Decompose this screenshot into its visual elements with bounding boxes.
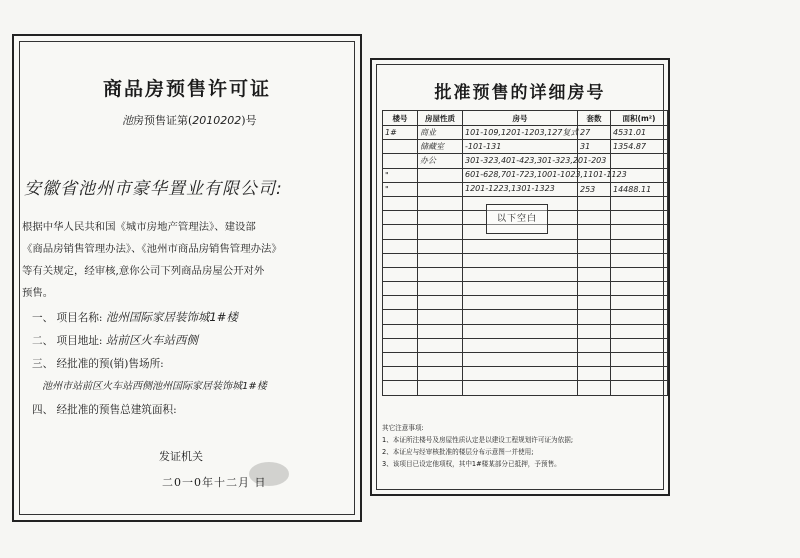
header-property-type: 房屋性质: [418, 111, 463, 126]
note-line: 1、本证所注楼号及房屋性质认定是以建设工程规划许可证为依据;: [382, 436, 574, 444]
room-details-sheet: [370, 58, 670, 496]
cell-rooms: -101-131: [463, 140, 578, 154]
item-label: 三、 经批准的预(销)售场所:: [32, 358, 164, 370]
presale-permit-certificate: [12, 34, 362, 522]
cell-rooms: 301-323,401-423,301-323,201-203: [463, 154, 578, 168]
table-row: [383, 182, 668, 196]
notes-title: 其它注意事项:: [382, 424, 424, 432]
cell-building: ": [383, 168, 418, 182]
header-building: 楼号: [383, 111, 418, 126]
blank-below-stamp: 以下空白: [486, 204, 548, 234]
table-row: [383, 126, 668, 140]
table-row-empty: [383, 282, 668, 296]
table-row-empty: [383, 324, 668, 338]
cell-area: 14488.11: [611, 182, 668, 196]
cell-rooms: 101-109,1201-1203,127复式: [463, 126, 578, 140]
room-table: [382, 110, 668, 396]
cell-rooms: 1201-1223,1301-1323: [463, 182, 578, 196]
cell-building: [383, 140, 418, 154]
cert-middle: 房预售证第(: [133, 114, 193, 127]
header-area: 面积(m²): [611, 111, 668, 126]
header-unit-count: 套数: [578, 111, 611, 126]
issue-date: 二0一0年十二月 日: [162, 476, 267, 489]
item-value: 池州国际家居装饰城1#楼: [105, 310, 238, 324]
cell-building: [383, 154, 418, 168]
table-row-empty: [383, 239, 668, 253]
body-line: 预售。: [22, 287, 54, 299]
cell-count: 27: [578, 126, 611, 140]
certificate-number-line: [122, 112, 257, 128]
sale-place-value-row: [32, 375, 352, 398]
table-row-empty: [383, 367, 668, 381]
item-project-address: [32, 329, 352, 352]
item-value: 站前区火车站西侧: [105, 333, 198, 347]
note-line: 3、该项目已设定他项权，其中1#楼某部分已抵押，予预售。: [382, 460, 561, 468]
project-items: [32, 306, 352, 421]
cell-type: 办公: [418, 154, 463, 168]
issuer-label: 发证机关: [159, 450, 203, 463]
table-header-row: [383, 111, 668, 126]
table-row-empty: [383, 381, 668, 395]
table-row: [383, 168, 668, 182]
header-room-number: 房号: [463, 111, 578, 126]
item-label: 四、 经批准的预售总建筑面积:: [32, 404, 177, 416]
cert-prefix: 池: [122, 114, 133, 127]
cell-type: [418, 182, 463, 196]
table-row-empty: [383, 267, 668, 281]
cell-type: 商业: [418, 126, 463, 140]
table-row: [383, 154, 668, 168]
item-project-name: [32, 306, 352, 329]
item-label: 二、 项目地址:: [32, 335, 103, 347]
cell-type: 储藏室: [418, 140, 463, 154]
table-row: [383, 140, 668, 154]
item-sale-place: [32, 352, 352, 375]
table-row-empty: [383, 253, 668, 267]
cell-rooms: 601-628,701-723,1001-1023,1101-1123: [463, 168, 578, 182]
cell-type: [418, 168, 463, 182]
company-name: 安徽省池州市豪华置业有限公司:: [24, 179, 283, 199]
sheet-title: 批准预售的详细房号: [434, 83, 606, 103]
item-label: 一、 项目名称:: [32, 312, 103, 324]
cell-area: [611, 154, 668, 168]
cell-area: 1354.87: [611, 140, 668, 154]
table-row-empty: [383, 353, 668, 367]
sale-place-value: 池州市站前区火车站西侧池州国际家居装饰城1#楼: [42, 381, 267, 392]
cert-number: 2010202: [192, 114, 242, 127]
body-line: 根据中华人民共和国《城市房地产管理法》、建设部: [22, 221, 256, 233]
table-row-empty: [383, 310, 668, 324]
certificate-title: 商品房预售许可证: [102, 78, 271, 100]
cert-suffix: )号: [241, 114, 257, 127]
cell-count: 31: [578, 140, 611, 154]
table-row-empty: [383, 338, 668, 352]
cell-count: 253: [578, 182, 611, 196]
notes-section: [382, 422, 658, 470]
cell-building: 1#: [383, 126, 418, 140]
cell-area: 4531.01: [611, 126, 668, 140]
body-line: 等有关规定，经审核,意你公司下列商品房屋公开对外: [22, 265, 265, 277]
certificate-body: [22, 216, 340, 304]
body-line: 《商品房销售管理办法》、《池州市商品房销售管理办法》: [22, 243, 282, 255]
item-total-area: [32, 398, 352, 421]
table-row-empty: [383, 296, 668, 310]
note-line: 2、本证应与经审核批准的楼层分布示意图一并使用;: [382, 448, 534, 456]
cell-building: ": [383, 182, 418, 196]
